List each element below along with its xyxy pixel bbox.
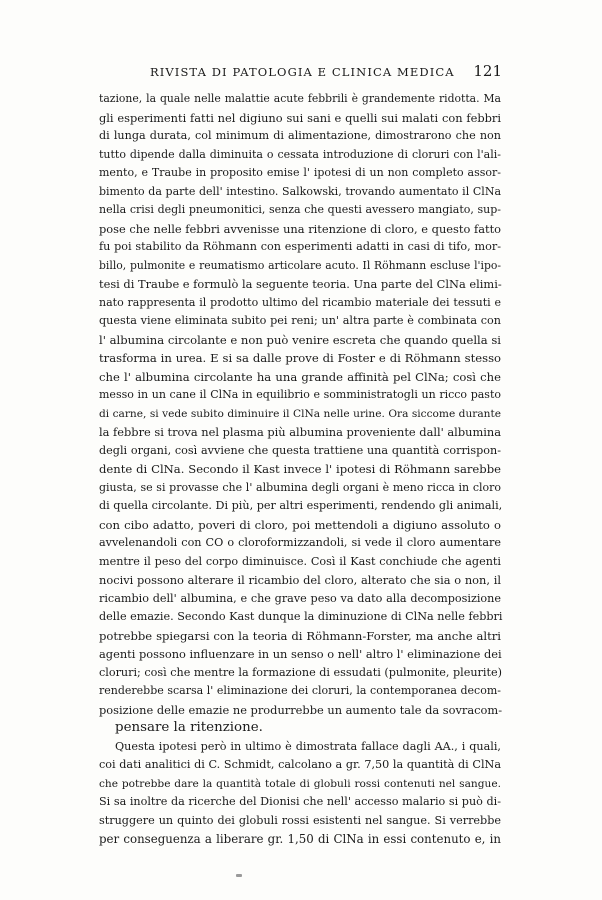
- text-line: tazione, la quale nelle malattie acute febbrili è grandemente ridotta. Ma: [99, 92, 501, 105]
- text-line: fu poi stabilito da Röhmann con esperimenti adatti in casi di tifo, mor-: [99, 240, 501, 253]
- body-text: [99, 90, 501, 849]
- text-line: delle emazie. Secondo Kast dunque la diminuzione di ClNa nelle febbri: [99, 610, 503, 623]
- paragraph-start-line: Questa ipotesi però in ultimo è dimostrata fallace dagli AA., i quali,: [115, 739, 501, 753]
- text-line: struggere un quinto dei globuli rossi esistenti nel sangue. Si verrebbe: [99, 813, 501, 827]
- text-line: ricambio dell' albumina, e che grave peso va dato alla decomposizione: [99, 591, 501, 605]
- text-line: nato rappresenta il prodotto ultimo del ricambio materiale dei tessuti e: [99, 295, 501, 309]
- paragraph-end-line: pensare la ritenzione.: [115, 720, 263, 735]
- text-line: di carne, si vede subito diminuire il ClNa nelle urine. Ora siccome durante: [99, 407, 501, 420]
- text-line: messo in un cane il ClNa in equilibrio e somministratogli un ricco pasto: [99, 388, 501, 401]
- text-line: che potrebbe dare la quantità totale di globuli rossi contenuti nel sangue.: [99, 777, 501, 790]
- text-line: coi dati analitici di C. Schmidt, calcolano a gr. 7,50 la quantità di ClNa: [99, 758, 501, 771]
- text-line: che l' albumina circolante ha una grande affinità pel ClNa; così che: [99, 369, 501, 384]
- text-line: mento, e Traube in proposito emise l' ipotesi di un non completo assor-: [99, 166, 501, 179]
- text-line: nocivi possono alterare il ricambio del cloro, alterato che sia o non, il: [99, 573, 501, 587]
- text-line: Si sa inoltre da ricerche del Dionisi che nell' accesso malario si può di-: [99, 795, 501, 808]
- running-title: RIVISTA DI PATOLOGIA E CLINICA MEDICA: [150, 65, 455, 79]
- text-line: potrebbe spiegarsi con la teoria di Röhmann-Forster, ma anche altri: [99, 628, 501, 643]
- text-line: trasforma in urea. E si sa dalle prove di Foster e di Röhmann stesso: [99, 351, 501, 365]
- text-line: renderebbe scarsa l' eliminazione dei cloruri, la contemporanea decom-: [99, 684, 501, 697]
- text-line: degli organi, così avviene che questa trattiene una quantità corrispon-: [99, 443, 501, 457]
- text-line: gli esperimenti fatti nel digiuno sui sani e quelli sui malati con febbri: [99, 110, 501, 125]
- text-line: l' albumina circolante e non può venire escreta che quando quella si: [99, 332, 501, 347]
- text-line: per conseguenza a liberare gr. 1,50 di ClNa in essi contenuto e, in: [99, 832, 501, 846]
- text-line: billo, pulmonite e reumatismo articolare acuto. Il Röhmann escluse l'ipo-: [99, 258, 501, 272]
- text-line: tesi di Traube e formulò la seguente teoria. Una parte del ClNa elimi-: [99, 277, 502, 291]
- text-line: la febbre si trova nel plasma più albumina proveniente dall' albumina: [99, 425, 502, 439]
- text-line: pose che nelle febbri avvenisse una ritenzione di cloro, e questo fatto: [99, 221, 501, 236]
- text-line: di quella circolante. Di più, per altri esperimenti, rendendo gli animali,: [99, 499, 503, 512]
- text-line: questa viene eliminata subito pei reni; un' altra parte è combinata con: [99, 314, 501, 327]
- text-line: di lunga durata, col minimum di alimentazione, dimostrarono che non: [99, 129, 501, 142]
- text-line: cloruri; così che mentre la formazione di essudati (pulmonite, pleurite): [99, 665, 502, 679]
- text-line: avvelenandoli con CO o cloroformizzandoli, si vede il cloro aumentare: [99, 536, 501, 549]
- page-number: 121: [473, 62, 502, 80]
- text-line: posizione delle emazie ne produrrebbe un aumento tale da sovracom-: [99, 702, 503, 717]
- text-line: giusta, se si provasse che l' albumina degli organi è meno ricca in cloro: [99, 480, 501, 494]
- running-head: [98, 62, 502, 82]
- text-line: con cibo adatto, poveri di cloro, poi mettendoli a digiuno assoluto o: [99, 517, 501, 532]
- text-line: mentre il peso del corpo diminuisce. Così il Kast conchiude che agenti: [99, 554, 501, 568]
- text-line: dente di ClNa. Secondo il Kast invece l' ipotesi di Röhmann sarebbe: [99, 462, 501, 476]
- text-line: tutto dipende dalla diminuita o cessata introduzione di cloruri con l'ali-: [99, 147, 501, 161]
- text-line: nella crisi degli pneumonitici, senza che questi avessero mangiato, sup-: [99, 203, 501, 216]
- text-line: bimento da parte dell' intestino. Salkowski, trovando aumentato il ClNa: [99, 184, 501, 198]
- text-line: agenti possono influenzare in un senso o nell' altro l' eliminazione dei: [99, 647, 502, 661]
- print-speck: [236, 874, 242, 877]
